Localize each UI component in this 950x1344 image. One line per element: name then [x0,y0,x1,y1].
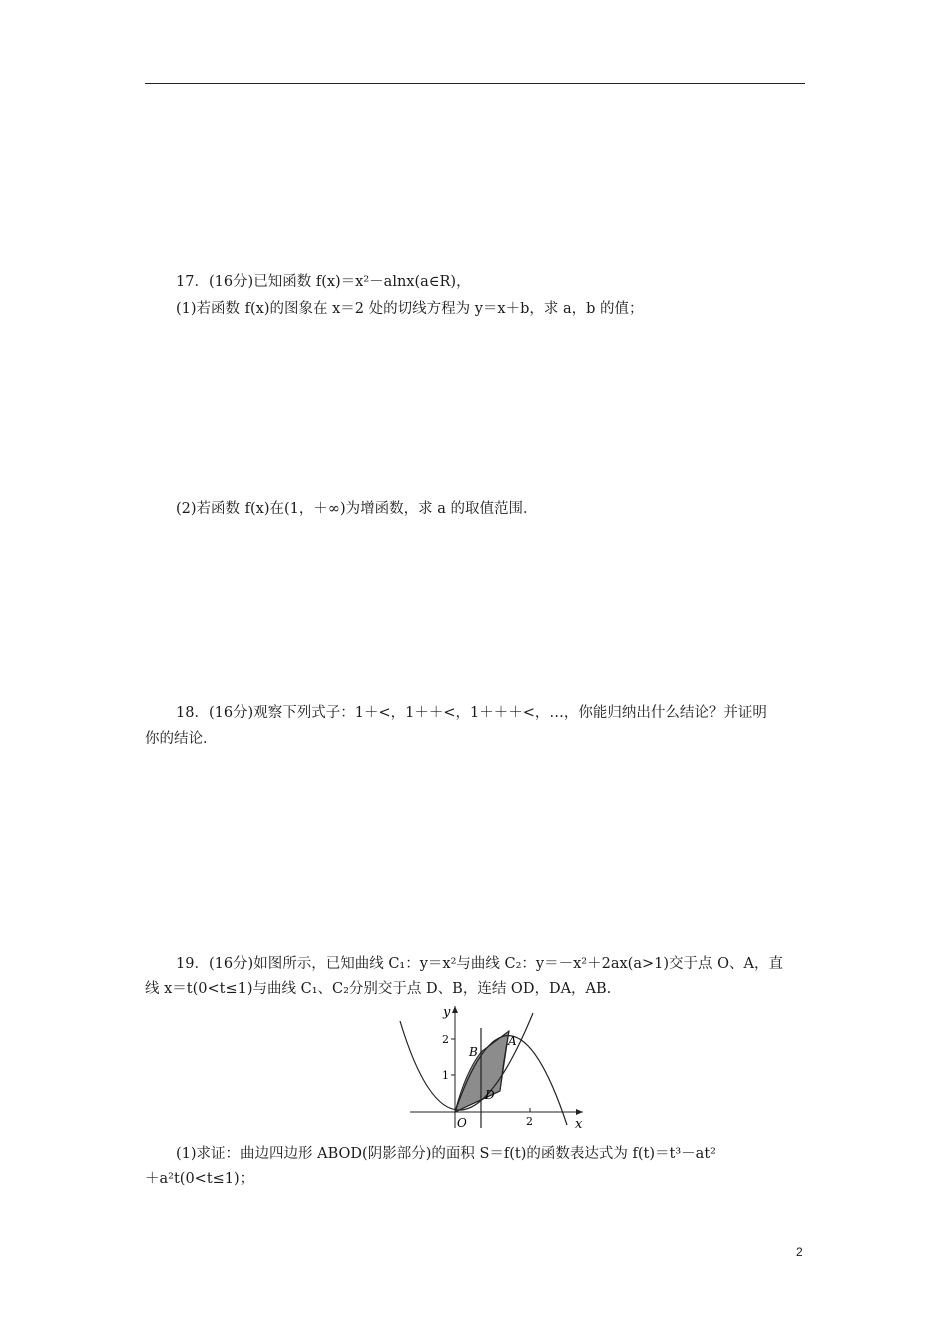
problem-19-line1: 19．(16分)如图所示，已知曲线 C₁：y＝x²与曲线 C₂：y＝－x²＋2ax(a>1)交于点 O、A，直 [176,956,783,972]
tick-label-y-2: 2 [442,1033,449,1046]
curves-figure [395,1003,590,1130]
problem-19-part1-line1: (1)求证：曲边四边形 ABOD(阴影部分)的面积 S＝f(t)的函数表达式为 f(t)＝t³－at² [176,1146,716,1162]
axis-label-x: x [575,1117,583,1130]
problem-17-part1: (1)若函数 f(x)的图象在 x＝2 处的切线方程为 y＝x＋b，求 a，b 的值； [176,301,644,317]
tick-label-x-2: 2 [526,1115,533,1128]
label-point-d: D [485,1088,495,1102]
tick-label-y-1: 1 [442,1069,449,1082]
axis-label-y: y [443,1005,451,1020]
label-point-a: A [508,1034,517,1048]
problem-17-part2: (2)若函数 f(x)在(1，＋∞)为增函数，求 a 的取值范围． [176,501,538,517]
problem-19-part1-line2: ＋a²t(0<t≤1)； [145,1171,255,1187]
x-axis-arrow [576,1109,583,1115]
problem-18-line1: 18．(16分)观察下列式子：1＋<，1＋＋<，1＋＋＋<，…，你能归纳出什么结论？并证明 [176,705,767,721]
problem-18-line2: 你的结论． [145,731,218,747]
header-rule [145,83,805,84]
page-number: 2 [796,1245,803,1259]
problem-17-stem: 17．(16分)已知函数 f(x)＝x²－alnx(a∈R)， [176,274,471,290]
y-axis-arrow [452,1006,458,1013]
label-point-b: B [469,1045,478,1059]
problem-19-line2: 线 x＝t(0<t≤1)与曲线 C₁、C₂分别交于点 D、B，连结 OD，DA，AB. [145,981,612,997]
label-origin: O [457,1116,467,1130]
